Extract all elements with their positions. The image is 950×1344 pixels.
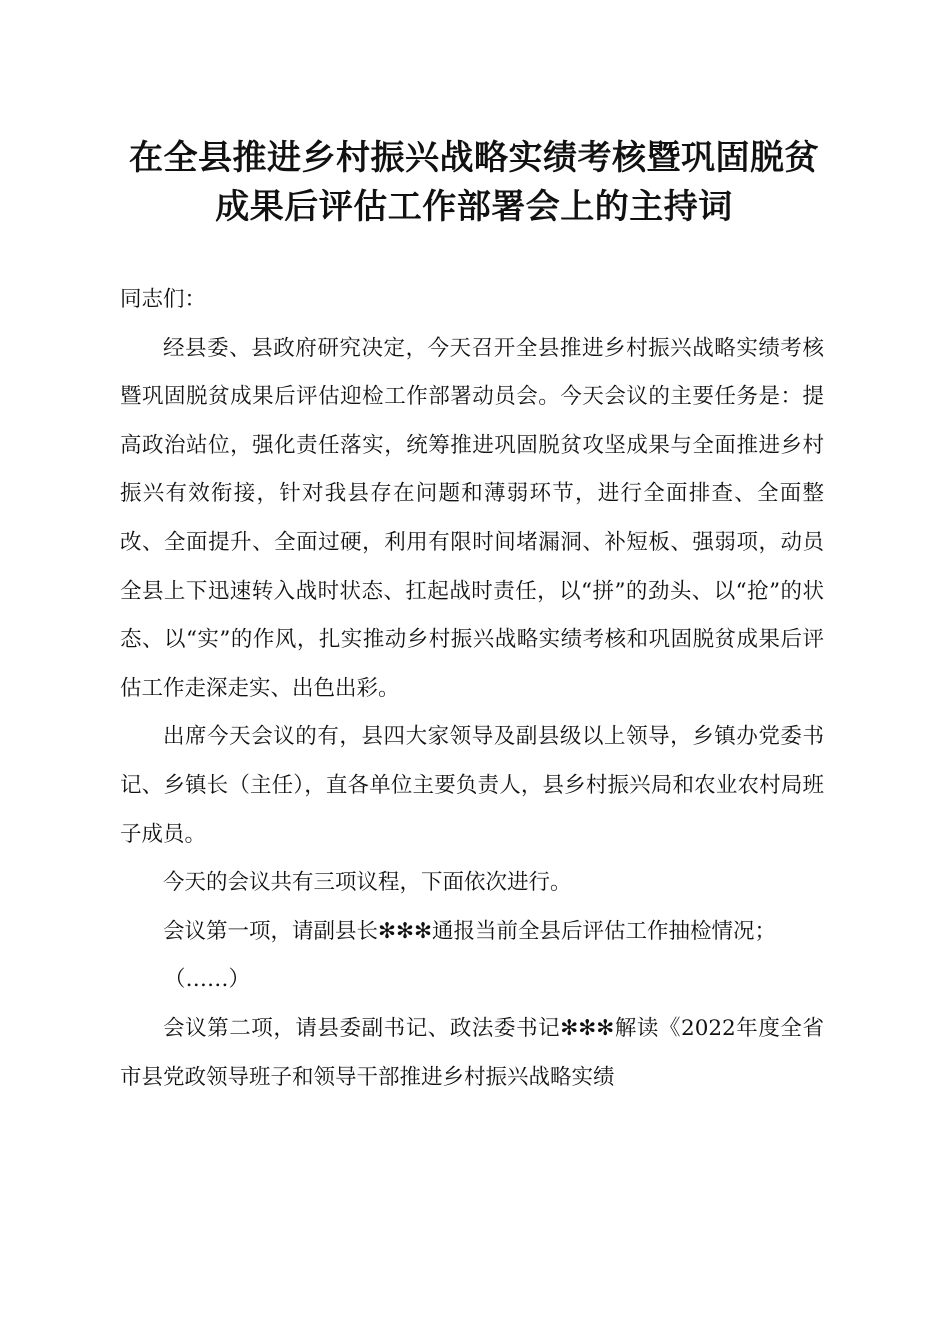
paragraph-item-two: 会议第二项，请县委副书记、政法委书记✻✻✻解读《2022年度全省市县党政领导班子和领导干部推进乡村振兴战略实绩 bbox=[120, 1015, 824, 1090]
paragraph-item-one: 会议第一项，请副县长✻✻✻通报当前全县后评估工作抽检情况； bbox=[163, 918, 777, 944]
salutation: 同志们： bbox=[120, 287, 207, 312]
document-title-line-2: 成果后评估工作部署会上的主持词 bbox=[215, 187, 733, 227]
document-title-line-1: 在全县推进乡村振兴战略实绩考核暨巩固脱贫 bbox=[129, 138, 819, 178]
omitted-content: （……） bbox=[164, 967, 251, 993]
paragraph-attendees: 出席今天会议的有，县四大家领导及副县级以上领导，乡镇办党委书记、乡镇长（主任），直各单位主要负责人，县乡村振兴局和农业农村局班子成员。 bbox=[120, 724, 824, 847]
paragraph-agenda: 今天的会议共有三项议程，下面依次进行。 bbox=[163, 870, 572, 896]
paragraph-intro: 经县委、县政府研究决定，今天召开全县推进乡村振兴战略实绩考核暨巩固脱贫成果后评估迎检工作部署动员会。今天会议的主要任务是：提高政治站位，强化责任落实，统筹推进巩固脱贫攻坚成果与全面推进乡村振兴有效衔接，针对我县存在问题和薄弱环节，进行全面排查、全面整改、全面提升、全面过硬，利用有限时间堵漏洞、补短板、强弱项，动员全县上下迅速转入战时状态、扛起战时责任，以“拼”的劲头、以“抢”的状态、以“实”的作风，扎实推动乡村振兴战略实绩考核和巩固脱贫成果后评估工作走深走实、出色出彩。 bbox=[120, 335, 824, 701]
document-body bbox=[120, 276, 824, 1102]
